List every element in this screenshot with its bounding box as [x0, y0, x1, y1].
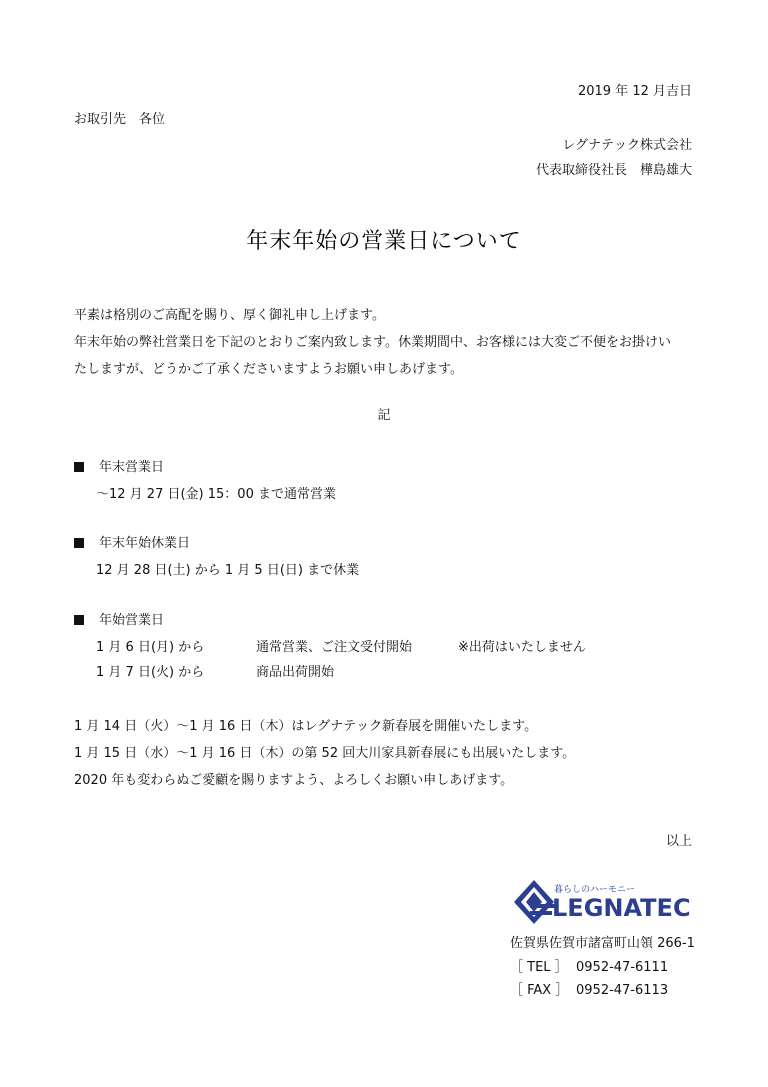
ki-marker: 記 — [377, 408, 391, 423]
section-heading-label: 年末営業日 — [99, 460, 165, 475]
square-bullet-icon — [74, 615, 84, 625]
note-line: 1 月 15 日（水）〜1 月 16 日（木）の第 52 回大川家具新春展にも出展いたします。 — [74, 746, 576, 761]
logo-wordmark: LEGNATEC — [552, 894, 691, 922]
fax-number: 0952-47-6113 — [576, 983, 669, 998]
section-detail: 12 月 28 日(土) から 1 月 5 日(日) まで休業 — [96, 563, 360, 578]
tel-number: 0952-47-6111 — [576, 960, 669, 975]
body-line: 年末年始の弊社営業日を下記のとおりご案内致します。休業期間中、お客様には大変ご不便をお掛けい — [74, 335, 671, 350]
section-detail: 〜12 月 27 日(金) 15：00 まで通常営業 — [96, 487, 336, 502]
legnatec-logo — [512, 878, 702, 928]
section-heading-label: 年末年始休業日 — [99, 536, 191, 551]
body-line: たしますが、どうかご了承くださいますようお願い申しあげます。 — [74, 362, 463, 377]
notes — [74, 713, 575, 794]
schedule-description: 通常営業、ご注文受付開始 — [256, 640, 413, 655]
closing-ijou: 以上 — [665, 834, 692, 849]
document-title: 年末年始の営業日について — [246, 229, 522, 254]
company-address: 佐賀県佐賀市諸富町山領 266-1 — [510, 936, 695, 951]
fax-line — [510, 979, 668, 998]
note-line: 2020 年も変わらぬご愛顧を賜りますよう、よろしくお願い申しあげます。 — [74, 773, 514, 788]
schedule-note: ※出荷はいたしません — [458, 640, 586, 655]
sender-president: 代表取締役社長 樺島雄大 — [535, 163, 692, 178]
tel-label: ［ TEL ］ — [510, 960, 568, 975]
square-bullet-icon — [74, 462, 84, 472]
schedule-date: 1 月 6 日(月) から — [96, 640, 205, 655]
recipient: お取引先 各位 — [74, 112, 166, 127]
section-heading — [74, 532, 190, 551]
schedule-description: 商品出荷開始 — [256, 665, 335, 680]
section-heading-label: 年始営業日 — [99, 613, 165, 628]
note-line: 1 月 14 日（火）〜1 月 16 日（木）はレグナテック新春展を開催いたします。 — [74, 719, 538, 734]
logo-tagline: 暮らしのハーモニー — [554, 885, 636, 895]
square-bullet-icon — [74, 538, 84, 548]
tel-line — [510, 956, 668, 975]
schedule-date: 1 月 7 日(火) から — [96, 665, 205, 680]
body-line: 平素は格別のご高配を賜り、厚く御礼申し上げます。 — [74, 308, 385, 323]
section-heading — [74, 456, 164, 475]
section-heading — [74, 609, 164, 628]
greeting-paragraph — [74, 302, 704, 383]
fax-label: ［ FAX ］ — [510, 983, 569, 998]
document-date: 2019 年 12 月吉日 — [577, 84, 692, 99]
sender-company: レグナテック株式会社 — [562, 138, 692, 153]
